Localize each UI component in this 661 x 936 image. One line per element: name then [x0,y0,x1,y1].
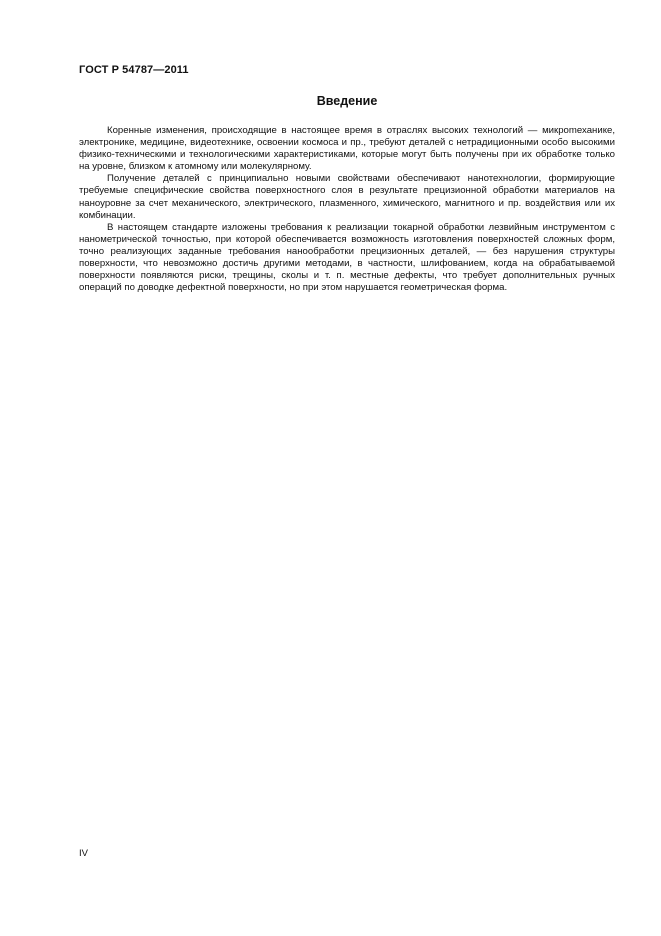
paragraph-2: Получение деталей с принципиально новыми свойствами обеспечивают нанотехнологии, формирующие требуемые специфические свойства поверхностного слоя в результате прецизионной обработки материалов на наноуровне за счет механического, электрического, плазменного, химического, магнитного и пр. воздействия или их комбинации. [79,173,615,221]
section-title: Введение [316,94,378,108]
paragraph-1: Коренные изменения, происходящие в настоящее время в отраслях высоких технологий — микроmеханике, электронике, медицине, видеотехнике, освоении космоса и пр., требуют деталей с нетрадиционными особо высокими физико-техническими и технологическими характеристиками, которые могут быть получены при их обработке только на уровне, близком к атомному или молекулярному. [79,125,615,173]
document-code-header: ГОСТ Р 54787—2011 [79,64,189,76]
introduction-body [79,125,615,294]
page-number: IV [79,848,88,859]
paragraph-3: В настоящем стандарте изложены требования к реализации токарной обработки лезвийным инструментом с нанометрической точностью, при которой обеспечивается возможность изготовления поверхностей сложных форм, точно реализующих заданные требования нанообработки прецизионных деталей, — без нарушения структуры поверхности, что невозможно достичь другими методами, в частности, шлифованием, когда на обрабатываемой поверхности появляются риски, трещины, сколы и т. п. местные дефекты, что требует дополнительных ручных операций по доводке дефектной поверхности, но при этом нарушается геометрическая форма. [79,221,615,294]
